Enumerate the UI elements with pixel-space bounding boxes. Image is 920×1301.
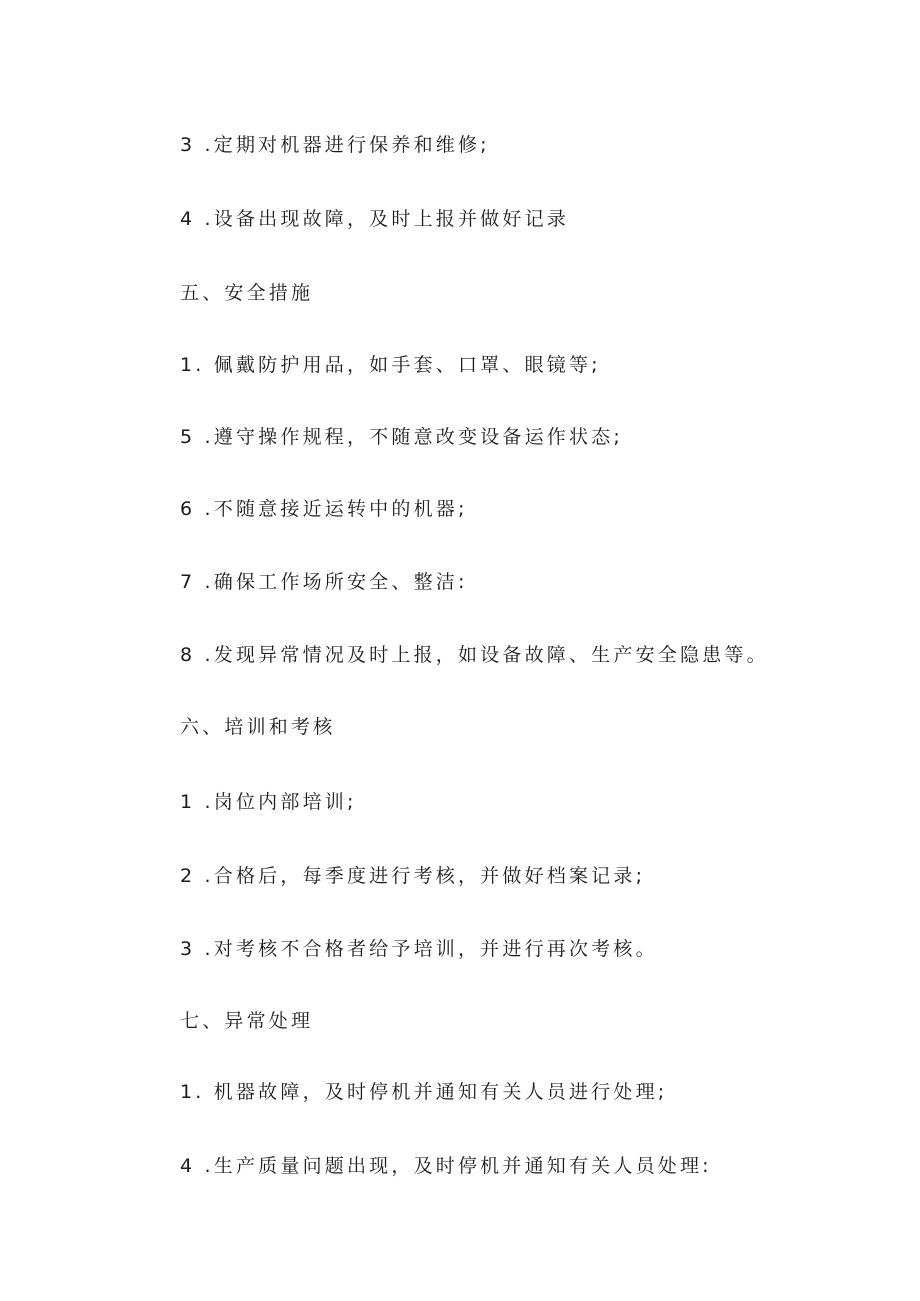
exception-item-4: 4 .生产质量问题出现，及时停机并通知有关人员处理: bbox=[180, 1155, 712, 1177]
safety-item-1: 1. 佩戴防护用品，如手套、口罩、眼镜等; bbox=[180, 354, 601, 376]
training-item-1: 1 .岗位内部培训; bbox=[180, 791, 357, 813]
section-heading-safety: 五、安全措施 bbox=[180, 282, 314, 304]
safety-item-8: 8 .发现异常情况及时上报，如设备故障、生产安全隐患等。 bbox=[180, 644, 769, 666]
training-item-3: 3 .对考核不合格者给予培训，并进行再次考核。 bbox=[180, 938, 658, 960]
training-item-2: 2 .合格后，每季度进行考核，并做好档案记录; bbox=[180, 865, 646, 887]
section-heading-training: 六、培训和考核 bbox=[180, 716, 336, 738]
section-heading-exceptions: 七、异常处理 bbox=[180, 1010, 314, 1032]
safety-item-7: 7 .确保工作场所安全、整洁: bbox=[180, 571, 468, 593]
maintenance-item-3: 3 .定期对机器进行保养和维修; bbox=[180, 134, 490, 156]
maintenance-item-4: 4 .设备出现故障，及时上报并做好记录 bbox=[180, 208, 569, 230]
exception-item-1: 1. 机器故障，及时停机并通知有关人员进行处理; bbox=[180, 1081, 668, 1103]
safety-item-5: 5 .遵守操作规程，不随意改变设备运作状态; bbox=[180, 426, 623, 448]
safety-item-6: 6 .不随意接近运转中的机器; bbox=[180, 498, 468, 520]
